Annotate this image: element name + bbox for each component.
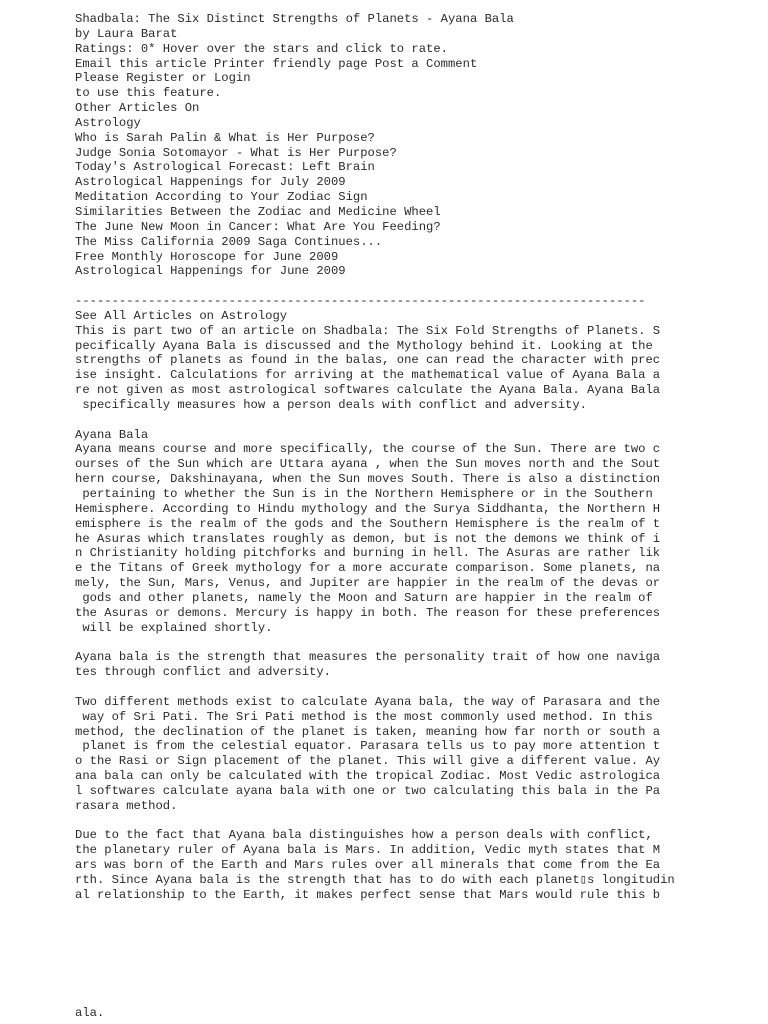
related-article-link[interactable]: Meditation According to Your Zodiac Sign <box>75 190 368 205</box>
text-line: o the Rasi or Sign placement of the planet. This will give a different value. Ay <box>75 754 661 769</box>
text-line: Two different methods exist to calculate Ayana bala, the way of Parasara and the <box>75 694 661 709</box>
text-line: Due to the fact that Ayana bala distinguishes how a person deals with conflict, <box>75 828 653 843</box>
text-line: emisphere is the realm of the gods and the Southern Hemisphere is the realm of t <box>75 516 661 531</box>
other-articles-heading: Other Articles On <box>75 101 200 116</box>
text-line: planet is from the celestial equator. Parasara tells us to pay more attention t <box>75 739 661 754</box>
text-line: e the Titans of Greek mythology for a more accurate comparison. Some planets, na <box>75 561 661 576</box>
related-article-link[interactable]: Free Monthly Horoscope for June 2009 <box>75 249 339 264</box>
text-line: ana bala can only be calculated with the tropical Zodiac. Most Vedic astrologica <box>75 769 661 784</box>
text-line: specifically measures how a person deals with conflict and adversity. <box>75 397 587 412</box>
text-line: way of Sri Pati. The Sri Pati method is the most commonly used method. In this <box>75 709 653 724</box>
text-line: the planetary ruler of Ayana bala is Mars. In addition, Vedic myth states that M <box>75 843 661 858</box>
text-line: rth. Since Ayana bala is the strength that has to do with each planet▯s longitudin <box>75 872 675 887</box>
text-line: Ayana bala is the strength that measures the personality trait of how one naviga <box>75 650 661 665</box>
spacer <box>75 279 765 294</box>
text-line: gods and other planets, namely the Moon and Saturn are happier in the realm of <box>75 590 653 605</box>
divider: ------------------------------------------------------------------------------ <box>75 294 646 309</box>
use-feature-text: to use this feature. <box>75 86 222 101</box>
text-line: pertaining to whether the Sun is in the Northern Hemisphere or in the Southern <box>75 487 653 501</box>
text-line: hern course, Dakshinayana, when the Sun moves South. There is also a distinction <box>75 472 661 487</box>
text-line: This is part two of an article on Shadbala: The Six Fold Strengths of Planets. S <box>75 323 661 338</box>
text-line: mely, the Sun, Mars, Venus, and Jupiter are happier in the realm of the devas or <box>75 576 661 591</box>
related-article-link[interactable]: Similarities Between the Zodiac and Medicine Wheel <box>75 204 441 219</box>
text-line: al relationship to the Earth, it makes perfect sense that Mars would rule this b <box>75 887 661 902</box>
text-line: tes through conflict and adversity. <box>75 665 331 680</box>
intro-paragraph <box>75 324 765 413</box>
final-fragment: ala. <box>75 1006 105 1020</box>
section-heading: Ayana Bala <box>75 427 149 442</box>
related-article-link[interactable]: Judge Sonia Sotomayor - What is Her Purpose? <box>75 145 397 160</box>
spacer <box>75 413 765 428</box>
text-line: pecifically Ayana Bala is discussed and the Mythology behind it. Looking at the <box>75 338 653 353</box>
ratings-line[interactable]: Ratings: 0* Hover over the stars and click to rate. <box>75 41 448 56</box>
text-line: strengths of planets as found in the balas, one can read the character with prec <box>75 353 661 368</box>
category-link[interactable]: Astrology <box>75 115 141 130</box>
text-line: Ayana means course and more specifically, the course of the Sun. There are two c <box>75 442 661 457</box>
related-article-link[interactable]: Today's Astrological Forecast: Left Brain <box>75 160 375 175</box>
text-line: Hemisphere. According to Hindu mythology and the Surya Siddhanta, the Northern H <box>75 501 661 516</box>
document-body <box>75 12 765 903</box>
text-line: re not given as most astrological softwares calculate the Ayana Bala. Ayana Bala <box>75 383 661 398</box>
paragraph-1 <box>75 442 765 635</box>
register-login-link[interactable]: Please Register or Login <box>75 71 251 86</box>
text-line: ise insight. Calculations for arriving at the mathematical value of Ayana Bala a <box>75 368 661 383</box>
related-article-link[interactable]: The June New Moon in Cancer: What Are You Feeding? <box>75 219 441 234</box>
text-line: the Asuras or demons. Mercury is happy in both. The reason for these preferences <box>75 605 661 620</box>
text-line: n Christianity holding pitchforks and burning in hell. The Asuras are rather lik <box>75 546 661 561</box>
text-line: he Asuras which translates roughly as demon, but is not the demons we think of i <box>75 531 661 546</box>
related-article-link[interactable]: Who is Sarah Palin & What is Her Purpose? <box>75 130 375 145</box>
article-byline: by Laura Barat <box>75 26 178 41</box>
text-line: method, the declination of the planet is taken, meaning how far north or south a <box>75 724 661 739</box>
paragraph-3 <box>75 695 765 814</box>
paragraph-4 <box>75 828 765 902</box>
article-actions[interactable]: Email this article Printer friendly page Post a Comment <box>75 56 478 71</box>
text-line: rasara method. <box>75 798 178 813</box>
paragraph-2 <box>75 650 765 680</box>
article-title: Shadbala: The Six Distinct Strengths of Planets - Ayana Bala <box>75 12 514 26</box>
see-all-link[interactable]: See All Articles on Astrology <box>75 308 288 323</box>
spacer <box>75 680 765 695</box>
related-article-link[interactable]: Astrological Happenings for July 2009 <box>75 175 346 190</box>
text-line: ars was born of the Earth and Mars rules over all minerals that come from the Ea <box>75 858 661 873</box>
related-article-link[interactable]: The Miss California 2009 Saga Continues... <box>75 234 383 249</box>
spacer <box>75 814 765 829</box>
related-article-link[interactable]: Astrological Happenings for June 2009 <box>75 264 346 279</box>
spacer <box>75 635 765 650</box>
text-line: l softwares calculate ayana bala with one or two calculating this bala in the Pa <box>75 783 661 798</box>
text-line: will be explained shortly. <box>75 620 273 635</box>
text-line: ourses of the Sun which are Uttara ayana , when the Sun moves north and the Sout <box>75 457 661 472</box>
